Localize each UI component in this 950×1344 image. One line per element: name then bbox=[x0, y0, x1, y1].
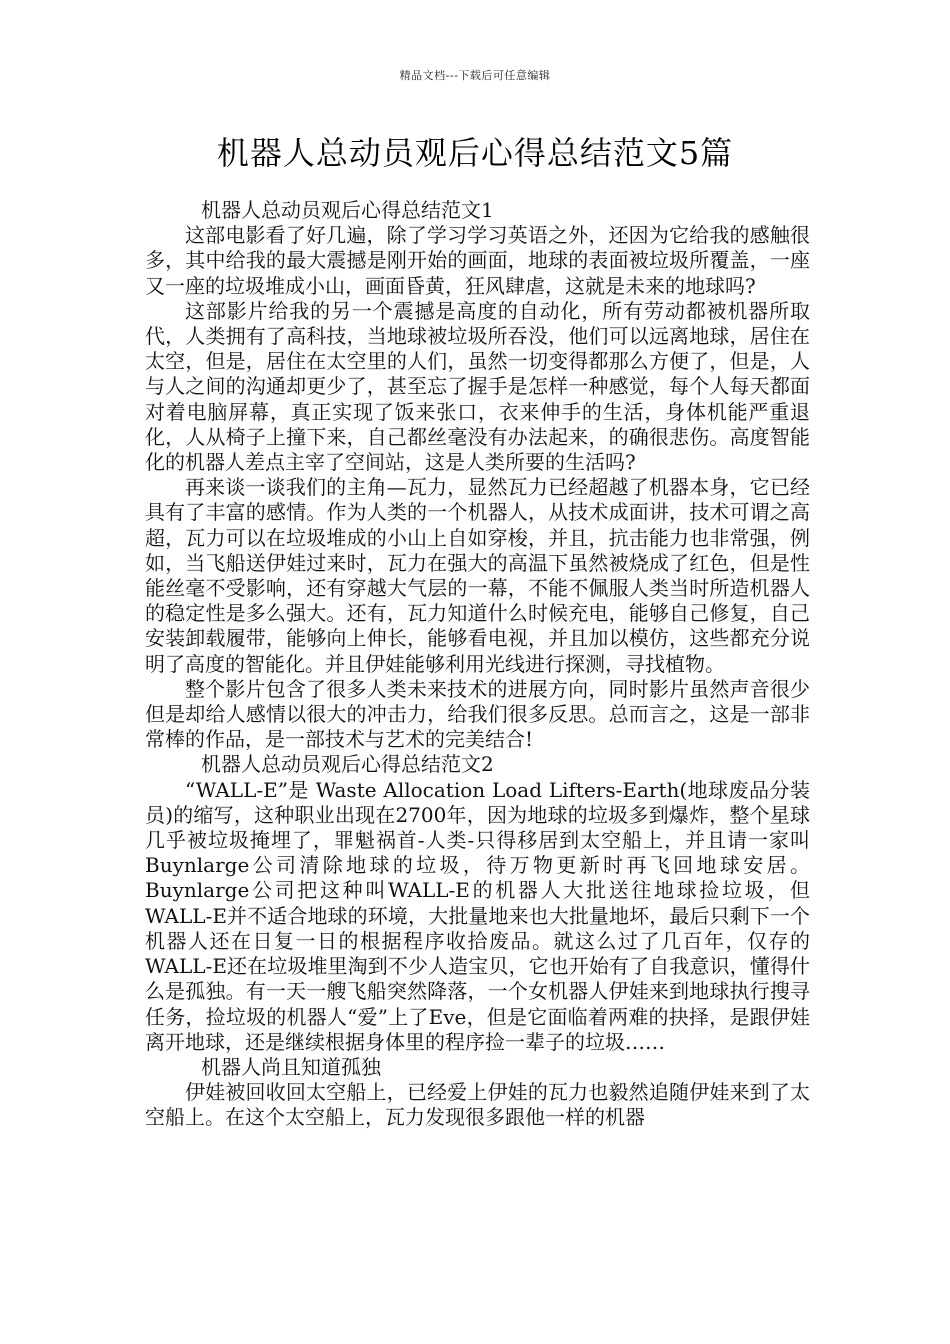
body-paragraph: 整个影片包含了很多人类未来技术的进展方向，同时影片虽然声音很少但是却给人感情以很大的冲击力，给我们很多反思。总而言之，这是一部非常棒的作品，是一部技术与艺术的完美结合! bbox=[145, 676, 810, 752]
section-heading: 机器人总动员观后心得总结范文1 bbox=[201, 198, 494, 222]
section-heading: 机器人尚且知道孤独 bbox=[201, 1054, 381, 1079]
body-paragraph: 伊娃被回收回太空船上，已经爱上伊娃的瓦力也毅然追随伊娃来到了太空船上。在这个太空船上，瓦力发现很多跟他一样的机器 bbox=[145, 1080, 810, 1130]
document-body bbox=[145, 198, 810, 1131]
section-heading: 机器人总动员观后心得总结范文2 bbox=[201, 752, 494, 777]
body-paragraph: 这部影片给我的另一个震撼是高度的自动化，所有劳动都被机器所取代，人类拥有了高科技，当地球被垃圾所吞没，他们可以远离地球，居住在太空，但是，居住在太空里的人们，虽然一切变得都那么方便了，但是，人与人之间的沟通却更少了，甚至忘了握手是怎样一种感觉，每个人每天都面对着电脑屏幕，真正实现了饭来张口，衣来伸手的生活，身体机能严重退化，人从椅子上撞下来，自己都丝毫没有办法起来，的确很悲伤。高度智能化的机器人差点主宰了空间站，这是人类所要的生活吗? bbox=[145, 298, 810, 475]
header-note: 精品文档---下载后可任意编辑 bbox=[399, 69, 551, 82]
body-paragraph: “WALL-E”是 Waste Allocation Load Lifters-Earth(地球废品分装员)的缩写，这种职业出现在2700年，因为地球的垃圾多到爆炸，整个星球几乎被垃圾掩埋了，罪魁祸首-人类-只得移居到太空船上，并且请一家叫Buynlarge公司清除地球的垃圾，待万物更新时再飞回地球安居。Buynlarge公司把这种叫WALL-E的机器人大批送往地球捡垃圾，但WALL-E并不适合地球的环境，大批量地来也大批量地坏，最后只剩下一个机器人还在日复一日的根据程序收拾废品。就这么过了几百年，仅存的WALL-E还在垃圾堆里淘到不少人造宝贝，它也开始有了自我意识，懂得什么是孤独。有一天一艘飞船突然降落，一个女机器人伊娃来到地球执行搜寻任务，捡垃圾的机器人“爱”上了Eve，但是它面临着两难的抉择，是跟伊娃离开地球，还是继续根据身体里的程序捡一辈子的垃圾…… bbox=[145, 777, 810, 1054]
document-title: 机器人总动员观后心得总结范文5篇 bbox=[216, 134, 734, 172]
body-paragraph: 再来谈一谈我们的主角—瓦力，显然瓦力已经超越了机器本身，它已经具有了丰富的感情。作为人类的一个机器人，从技术成面讲，技术可谓之高超，瓦力可以在垃圾堆成的小山上自如穿梭，并且，抗击能力也非常强，例如，当飞船送伊娃过来时，瓦力在强大的高温下虽然被烧成了红色，但是性能丝毫不受影响，还有穿越大气层的一幕，不能不佩服人类当时所造机器人的稳定性是多么强大。还有，瓦力知道什么时候充电，能够自己修复，自己安装卸载履带，能够向上伸长，能够看电视，并且加以模仿，这些都充分说明了高度的智能化。并且伊娃能够利用光线进行探测，寻找植物。 bbox=[145, 475, 810, 676]
body-paragraph: 这部电影看了好几遍，除了学习学习英语之外，还因为它给我的感触很多，其中给我的最大震撼是刚开始的画面，地球的表面被垃圾所覆盖，一座又一座的垃圾堆成小山，画面昏黄，狂风肆虐，这就是未来的地球吗? bbox=[145, 223, 810, 298]
